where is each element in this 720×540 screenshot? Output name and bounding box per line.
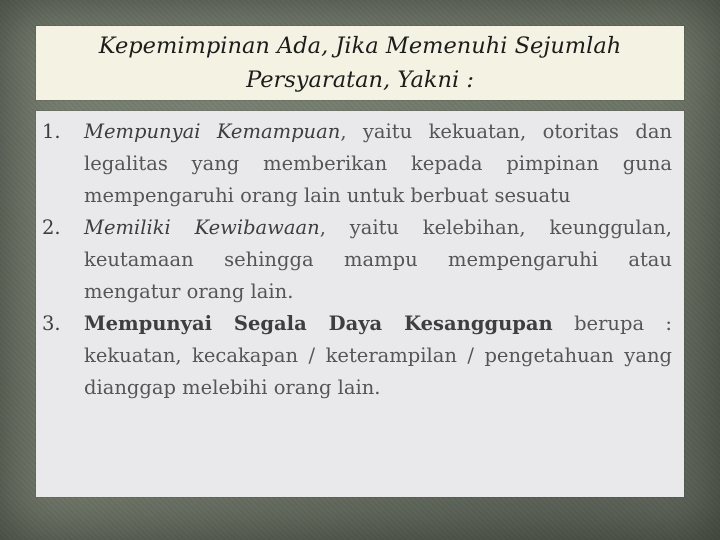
list-item-text: , yaitu kekuatan, otoritas dan legalitas yang memberikan kepada pimpinan guna mempengaruhi orang lain untuk berbuat sesuatu [84,120,673,207]
content-box [36,111,684,497]
list-item [42,212,672,308]
list-item-heading: Mempunyai Kemampuan [84,120,341,143]
list-item-number: 1. [42,120,61,143]
list-item-heading: Mempunyai Segala Daya Kesanggupan [84,312,553,335]
slide-title-line-1: Kepemimpinan Ada, Jika Memenuhi Sejumlah [98,33,622,59]
list-item [42,116,672,212]
slide-title-line-2: Persyaratan, Yakni : [246,67,474,93]
list-item-number: 2. [42,216,61,239]
title-box [36,26,684,100]
list-item [42,308,672,404]
requirements-list [42,116,672,404]
list-item-heading: Memiliki Kewibawaan [84,216,320,239]
list-item-number: 3. [42,312,61,335]
list-item-text: , yaitu kelebihan, keunggulan, keutamaan sehingga mampu mempengaruhi atau mengatur orang lain. [84,216,672,303]
list-item-text: berupa : kekuatan, kecakapan / keterampilan / pengetahuan yang dianggap melebihi orang lain. [84,312,672,399]
